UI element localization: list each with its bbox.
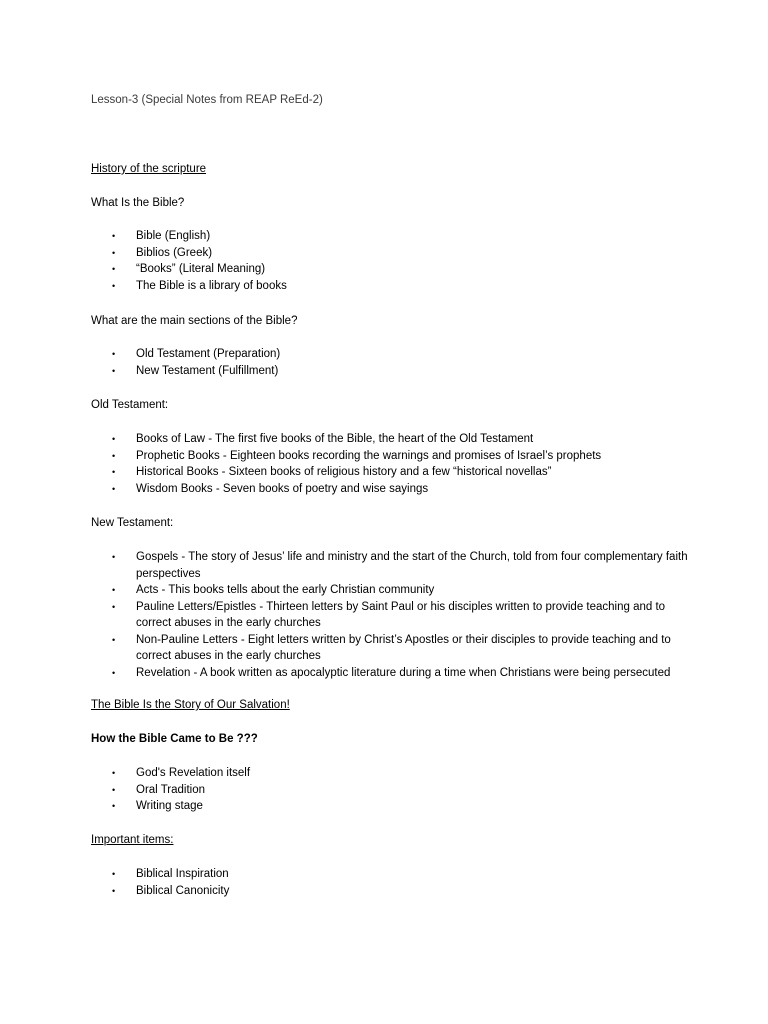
list-item: • “Books” (Literal Meaning) xyxy=(91,261,691,278)
list-item: • New Testament (Fulfillment) xyxy=(91,363,691,380)
bullet-icon: • xyxy=(112,434,116,444)
new-testament-list xyxy=(91,549,691,681)
list-item: • Historical Books - Sixteen books of religious history and a few “historical novellas” xyxy=(91,464,691,481)
list-item: • Biblical Inspiration xyxy=(91,866,691,883)
list-item: • Writing stage xyxy=(91,798,691,815)
bullet-icon: • xyxy=(112,231,116,241)
important-list xyxy=(91,866,691,899)
bullet-icon: • xyxy=(112,450,116,461)
bullet-icon: • xyxy=(112,885,116,896)
bullet-icon: • xyxy=(112,784,116,795)
bullet-icon: • xyxy=(112,280,116,291)
main-sections-list xyxy=(91,346,691,379)
list-item: • Books of Law - The first five books of the Bible, the heart of the Old Testament xyxy=(91,431,691,448)
list-item: • Biblical Canonicity xyxy=(91,883,691,900)
list-item: • Pauline Letters/Epistles - Thirteen letters by Saint Paul or his disciples written to provide teaching and to correct abuses in the early churches xyxy=(112,600,666,629)
bullet-icon: • xyxy=(112,483,116,494)
bullet-icon: • xyxy=(112,768,116,778)
bullet-icon: • xyxy=(112,552,116,562)
old-testament-heading: Old Testament: xyxy=(91,399,169,411)
bullet-icon: • xyxy=(112,667,116,678)
list-item: • Non-Pauline Letters - Eight letters written by Christ’s Apostles or their disciples to provide teaching and to correct abuses in the early churches xyxy=(112,633,671,662)
list-item: • Gospels - The story of Jesus’ life and ministry and the start of the Church, told from four complementary faith perspectives xyxy=(112,551,688,580)
bullet-icon: • xyxy=(112,869,116,879)
list-item: • Biblios (Greek) xyxy=(91,245,691,262)
how-bible-heading: How the Bible Came to Be ??? xyxy=(91,733,258,745)
bullet-icon: • xyxy=(112,585,116,595)
history-heading: History of the scripture xyxy=(91,163,207,175)
list-item: • Bible (English) xyxy=(91,228,691,245)
main-sections-question: What are the main sections of the Bible? xyxy=(91,315,298,327)
bullet-icon: • xyxy=(112,365,116,376)
old-testament-list xyxy=(91,431,691,497)
list-item: • Revelation - A book written as apocalyptic literature during a time when Christians were being persecuted xyxy=(91,665,691,682)
bullet-icon: • xyxy=(112,801,116,811)
bullet-icon: • xyxy=(112,601,116,612)
bullet-icon: • xyxy=(112,634,116,645)
bullet-icon: • xyxy=(112,349,116,359)
what-is-bible-list xyxy=(91,228,691,294)
list-item: • Acts - This books tells about the early Christian community xyxy=(91,582,691,599)
salvation-line: The Bible Is the Story of Our Salvation! xyxy=(91,699,290,711)
bullet-icon: • xyxy=(112,467,116,477)
new-testament-heading: New Testament: xyxy=(91,517,174,529)
how-bible-list xyxy=(91,765,691,815)
list-item: • God's Revelation itself xyxy=(91,765,691,782)
important-heading: Important items: xyxy=(91,834,174,846)
list-item: • Prophetic Books - Eighteen books recording the warnings and promises of Israel’s prophets xyxy=(91,448,691,465)
list-item: • The Bible is a library of books xyxy=(91,278,691,295)
list-item: • Wisdom Books - Seven books of poetry and wise sayings xyxy=(91,481,691,498)
bullet-icon: • xyxy=(112,264,116,274)
list-item: • Oral Tradition xyxy=(91,782,691,799)
bullet-icon: • xyxy=(112,247,116,258)
list-item: • Old Testament (Preparation) xyxy=(91,346,691,363)
what-is-bible-question: What Is the Bible? xyxy=(91,197,185,209)
lesson-title: Lesson-3 (Special Notes from REAP ReEd-2) xyxy=(91,94,323,106)
